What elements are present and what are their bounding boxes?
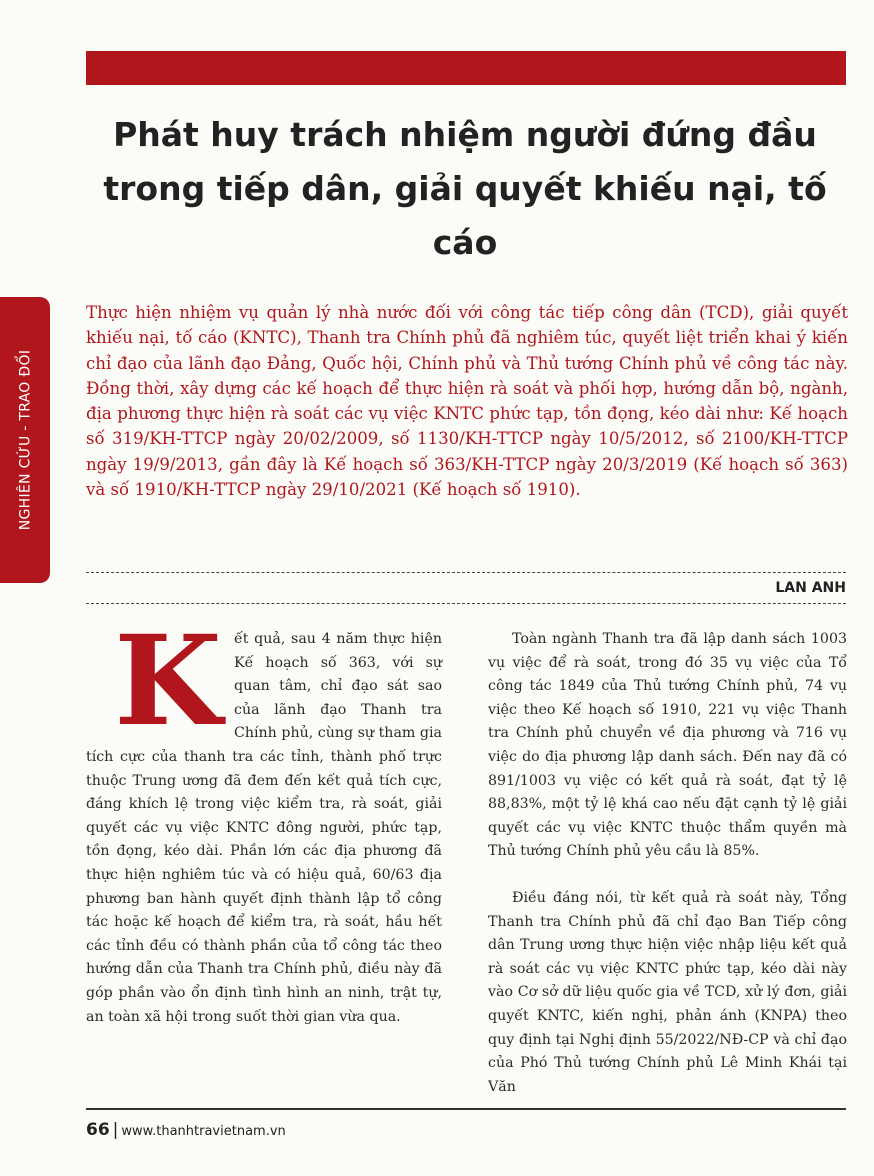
website-link[interactable]: www.thanhtravietnam.vn	[121, 1124, 286, 1139]
footer-rule	[86, 1108, 846, 1110]
body-column-right	[488, 628, 847, 1099]
drop-cap: K	[114, 609, 222, 754]
body-paragraph: ết quả, sau 4 năm thực hiện Kế hoạch số 363, với sự quan tâm, chỉ đạo sát sao của lãnh đạo Thanh tra Chính phủ, cùng sự tham gia tích cực của thanh tra các tỉnh, thành phố trực thuộc Trung ương đã đem đến kết quả tích cực, đáng khích lệ trong việc kiểm tra, rà soát, giải quyết các vụ việc KNTC đông người, phức tạp, tồn đọng, kéo dài. Phần lớn các địa phương đã thực hiện nghiêm túc và có hiệu quả, 60/63 địa phương ban hành quyết định thành lập tổ công tác hoặc kế hoạch để kiểm tra, rà soát, hầu hết các tỉnh đều có thành phần của tổ công tác theo hướng dẫn của Thanh tra Chính phủ, điều này đã góp phần vào ổn định tình hình an ninh, trật tự, an toàn xã hội trong suốt thời gian vừa qua.	[86, 631, 442, 1025]
body-paragraph: Toàn ngành Thanh tra đã lập danh sách 1003 vụ việc để rà soát, trong đó 35 vụ việc của Tổ công tác 1849 của Thủ tướng Chính phủ, 74 vụ việc theo Kế hoạch số 1910, 221 vụ việc Thanh tra Chính phủ chuyển về địa phương và 716 vụ việc do địa phương lập danh sách. Đến nay đã có 891/1003 vụ việc có kết quả rà soát, đạt tỷ lệ 88,83%, một tỷ lệ khá cao nếu đặt cạnh tỷ lệ giải quyết các vụ việc KNTC thuộc thẩm quyền mà Thủ tướng Chính phủ yêu cầu là 85%.	[488, 631, 847, 860]
body-column-left	[86, 609, 442, 1029]
footer-separator: |	[112, 1120, 119, 1140]
article-title: Phát huy trách nhiệm người đứng đầu trong tiếp dân, giải quyết khiếu nại, tố cáo	[103, 115, 827, 262]
header-color-bar	[86, 51, 846, 85]
section-side-tab	[0, 297, 50, 583]
page-footer	[86, 1120, 286, 1140]
divider-bottom	[86, 603, 846, 604]
author-byline: LAN ANH	[775, 580, 846, 596]
article-lead: Thực hiện nhiệm vụ quản lý nhà nước đối với công tác tiếp công dân (TCD), giải quyết khiếu nại, tố cáo (KNTC), Thanh tra Chính phủ đã nghiêm túc, quyết liệt triển khai ý kiến chỉ đạo của lãnh đạo Đảng, Quốc hội, Chính phủ và Thủ tướng Chính phủ về công tác này. Đồng thời, xây dựng các kế hoạch để thực hiện rà soát và phối hợp, hướng dẫn bộ, ngành, địa phương thực hiện rà soát các vụ việc KNTC phức tạp, tồn đọng, kéo dài như: Kế hoạch số 319/KH-TTCP ngày 20/02/2009, số 1130/KH-TTCP ngày 10/5/2012, số 2100/KH-TTCP ngày 19/9/2013, gần đây là Kế hoạch số 363/KH-TTCP ngày 20/3/2019 (Kế hoạch số 363) và số 1910/KH-TTCP ngày 29/10/2021 (Kế hoạch số 1910).	[86, 303, 848, 500]
divider-top	[86, 572, 846, 573]
body-paragraph: Điều đáng nói, từ kết quả rà soát này, Tổng Thanh tra Chính phủ đã chỉ đạo Ban Tiếp công dân Trung ương thực hiện việc nhập liệu kết quả rà soát các vụ việc KNTC phức tạp, kéo dài này vào Cơ sở dữ liệu quốc gia về TCD, xử lý đơn, giải quyết KNTC, kiến nghị, phản ánh (KNPA) theo quy định tại Nghị định 55/2022/NĐ-CP và chỉ đạo của Phó Thủ tướng Chính phủ Lê Minh Khái tại Văn	[488, 889, 847, 1095]
section-label: NGHIÊN CỨU - TRAO ĐỔI	[17, 349, 34, 531]
page-number: 66	[86, 1120, 110, 1140]
